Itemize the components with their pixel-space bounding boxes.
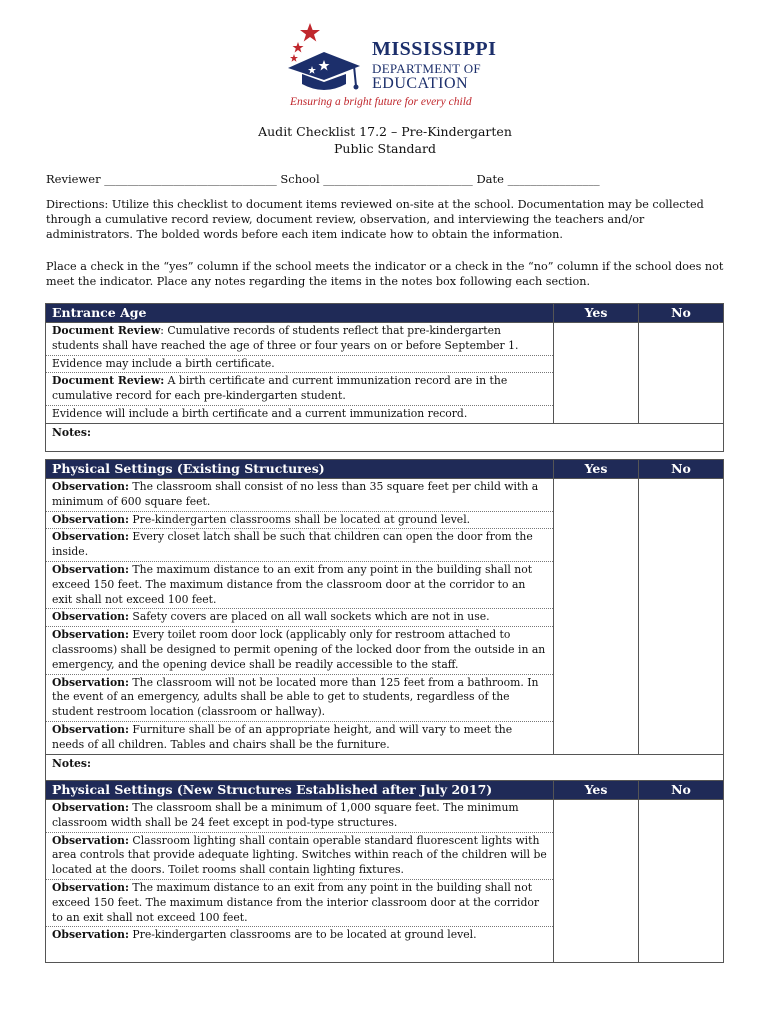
checklist-section-new-structures [45,780,724,963]
checklist-item: Observation: The classroom will not be located more than 125 feet from a bathroom. In the event of an emergency, adults shall be able to get to students, regardless of the student restroom location (classroom or hallway). [46,675,553,722]
checklist-item: Observation: The maximum distance to an exit from any point in the building shall not exceed 150 feet. The maximum distance from the interior classroom door at the corridor to an exit shall not exceed 100 feet. [46,880,553,927]
section-header: Physical Settings (Existing Structures) [46,460,554,479]
instructions-paragraph: Place a check in the “yes” column if the school meets the indicator or a check in the “no” column if the school does not meet the indicator. Place any notes regarding the items in the notes box following each section. [46,260,724,288]
checklist-item: Observation: Safety covers are placed on all wall sockets which are not in use. [46,609,553,627]
section-items [46,479,554,755]
yes-checkbox-cell[interactable] [554,479,639,755]
section-header: Physical Settings (New Structures Established after July 2017) [46,781,554,800]
yes-checkbox-cell[interactable] [554,323,639,424]
checklist-item: Evidence will include a birth certificate and a current immunization record. [52,406,468,420]
checklist-item: Observation: Classroom lighting shall contain operable standard fluorescent lights with area controls that provide adequate lighting. Switches within reach of the children will be located at the doors. Toilet rooms shall contain lighting fixtures. [46,833,553,880]
yes-column-header: Yes [554,781,639,800]
notes-label: Notes: [52,756,91,770]
logo-text-mississippi: MISSISSIPPI [372,38,497,60]
yes-column-header: Yes [554,460,639,479]
notes-label: Notes: [52,425,91,439]
checklist-item: Evidence may include a birth certificate. [46,356,553,374]
checklist-item: Observation: Every closet latch shall be such that children can open the door from the inside. [46,529,553,562]
page-subtitle: Public Standard [334,141,436,156]
checklist-section-entrance-age [45,303,724,452]
no-checkbox-cell[interactable] [639,800,724,963]
graduation-cap-logo-icon [284,20,370,96]
checklist-item: Document Review: A birth certificate and current immunization record are in the cumulative record for each pre-kindergarten student. [46,373,553,406]
page-title: Audit Checklist 17.2 – Pre-Kindergarten [258,124,512,139]
checklist-item: Observation: Every toilet room door lock (applicably only for restroom attached to classrooms) shall be designed to permit opening of the locked door from the outside in an emergency, and the opening device shall be readily accessible to the staff. [46,627,553,674]
mde-logo [284,20,497,110]
checklist-item: Observation: Furniture shall be of an appropriate height, and will vary to meet the needs of all children. Tables and chairs shall be the furniture. [52,722,513,751]
section-items [46,800,554,963]
no-checkbox-cell[interactable] [639,323,724,424]
checklist-item: Observation: Pre-kindergarten classrooms shall be located at ground level. [46,512,553,530]
yes-column-header: Yes [554,304,639,323]
no-checkbox-cell[interactable] [639,479,724,755]
checklist-item: Observation: The classroom shall consist of no less than 35 square feet per child with a minimum of 600 square feet. [46,479,553,512]
directions-paragraph: Directions: Utilize this checklist to document items reviewed on-site at the school. Documentation may be collected through a cumulative record review, document review, observation, and interviewing the teachers and/or administrators. The bolded words before each item indicate how to obtain the information. [46,198,704,241]
no-column-header: No [639,304,724,323]
checklist-section-existing-structures [45,459,724,783]
yes-checkbox-cell[interactable] [554,800,639,963]
no-column-header: No [639,781,724,800]
checklist-item: Observation: Pre-kindergarten classrooms are to be located at ground level. [52,928,477,942]
logo-tagline: Ensuring a bright future for every child [290,96,472,108]
section-items [46,323,554,424]
notes-box[interactable] [46,754,724,782]
logo-text-department: DEPARTMENT OF [372,61,481,76]
notes-box[interactable] [46,423,724,451]
checklist-item: Observation: The maximum distance to an exit from any point in the building shall not exceed 150 feet. The maximum distance from the classroom door at the corridor to an exit shall not exceed 100 feet. [46,562,553,609]
logo-text-education: EDUCATION [372,75,469,92]
reviewer-school-date-line: Reviewer ______________________________ School __________________________ Date ________________ [46,172,600,186]
no-column-header: No [639,460,724,479]
section-header: Entrance Age [46,304,554,323]
checklist-item: Document Review: Cumulative records of students reflect that pre-kindergarten students shall have reached the age of three or four years on or before September 1. [46,323,553,356]
checklist-item: Observation: The classroom shall be a minimum of 1,000 square feet. The minimum classroom width shall be 24 feet except in pod-type structures. [46,800,553,833]
